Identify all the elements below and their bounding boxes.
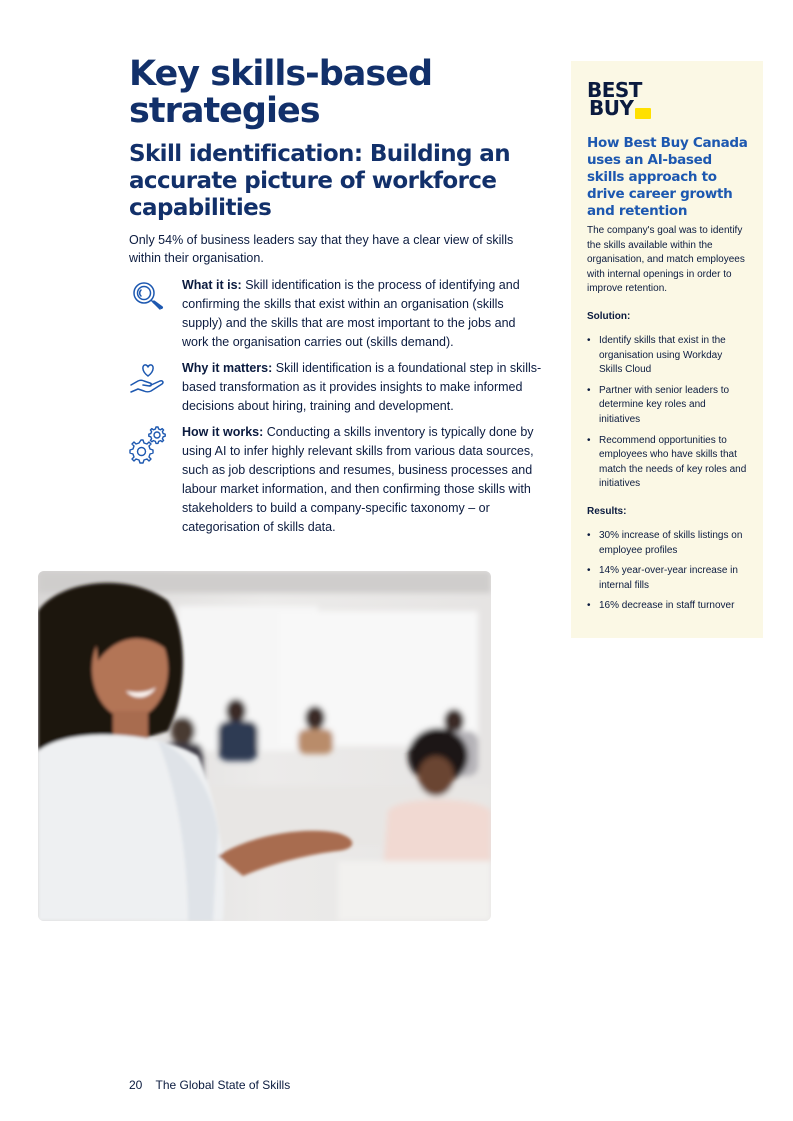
- section-subtitle: Skill identification: Building an accurate picture of workforce capabilities: [129, 141, 510, 221]
- list-item: • Partner with senior leaders to determine key roles and initiatives: [587, 384, 748, 428]
- intro-paragraph: Only 54% of business leaders say that they have a clear view of skills within their organisation.: [129, 233, 514, 265]
- how-it-works-body: Conducting a skills inventory is typically done by using AI to infer highly relevant skills from various data sources, such as job descriptions and resumes, business processes and labour market information, and then confirming those skills with stakeholders to build a company-specific taxonomy – or categorisation of skills data.: [182, 425, 534, 534]
- how-it-works-label: How it works:: [182, 425, 264, 439]
- case-study-goal: The company's goal was to identify the skills available within the organisation, and match employees with internal openings in order to improve retention.: [587, 225, 745, 295]
- page-number: 20: [129, 1078, 143, 1092]
- results-list: [587, 529, 748, 614]
- page-footer: [129, 1078, 290, 1092]
- magnifier-icon: [129, 276, 169, 316]
- heart-hand-icon: [129, 359, 169, 399]
- gears-icon: [129, 423, 169, 463]
- why-it-matters-text: [182, 359, 544, 416]
- solution-list: [587, 334, 748, 492]
- case-study-sidebar: [571, 61, 763, 638]
- case-study-title: How Best Buy Canada uses an AI-based skills approach to drive career growth and retention: [587, 135, 748, 219]
- logo-line1: BEST: [587, 78, 642, 102]
- list-item: • Identify skills that exist in the organisation using Workday Skills Cloud: [587, 334, 748, 378]
- page-title: [129, 56, 529, 130]
- what-it-is-body: Skill identification is the process of identifying and confirming the skills that exist within an organisation (skills supply) and the skills that are most important to the jobs and work the organisation carries out (skills demand).: [182, 278, 520, 349]
- why-it-matters-label: Why it matters:: [182, 361, 273, 375]
- what-it-is-text: [182, 276, 544, 352]
- what-it-is-label: What it is:: [182, 278, 242, 292]
- list-item: • Recommend opportunities to employees who have skills that match the needs of key roles and initiatives: [587, 434, 748, 492]
- solution-label: Solution:: [587, 310, 631, 322]
- why-it-matters-body: Skill identification is a foundational step in skills-based transformation as it provides insights to make informed decisions about hiring, training and development.: [182, 361, 542, 413]
- list-item: • 16% decrease in staff turnover: [587, 599, 748, 614]
- list-item: • 14% year-over-year increase in internal fills: [587, 564, 748, 593]
- best-buy-logo: [587, 78, 657, 127]
- classroom-photo: [38, 571, 491, 921]
- results-label: Results:: [587, 505, 627, 517]
- list-item: • 30% increase of skills listings on employee profiles: [587, 529, 748, 558]
- page-title-line1: Key skills-based: [129, 54, 432, 94]
- logo-tag-icon: [635, 108, 651, 119]
- logo-line2: BUY: [589, 96, 634, 120]
- publication-title: The Global State of Skills: [155, 1078, 291, 1092]
- page-title-line2: strategies: [129, 91, 320, 131]
- how-it-works-text: [182, 423, 544, 537]
